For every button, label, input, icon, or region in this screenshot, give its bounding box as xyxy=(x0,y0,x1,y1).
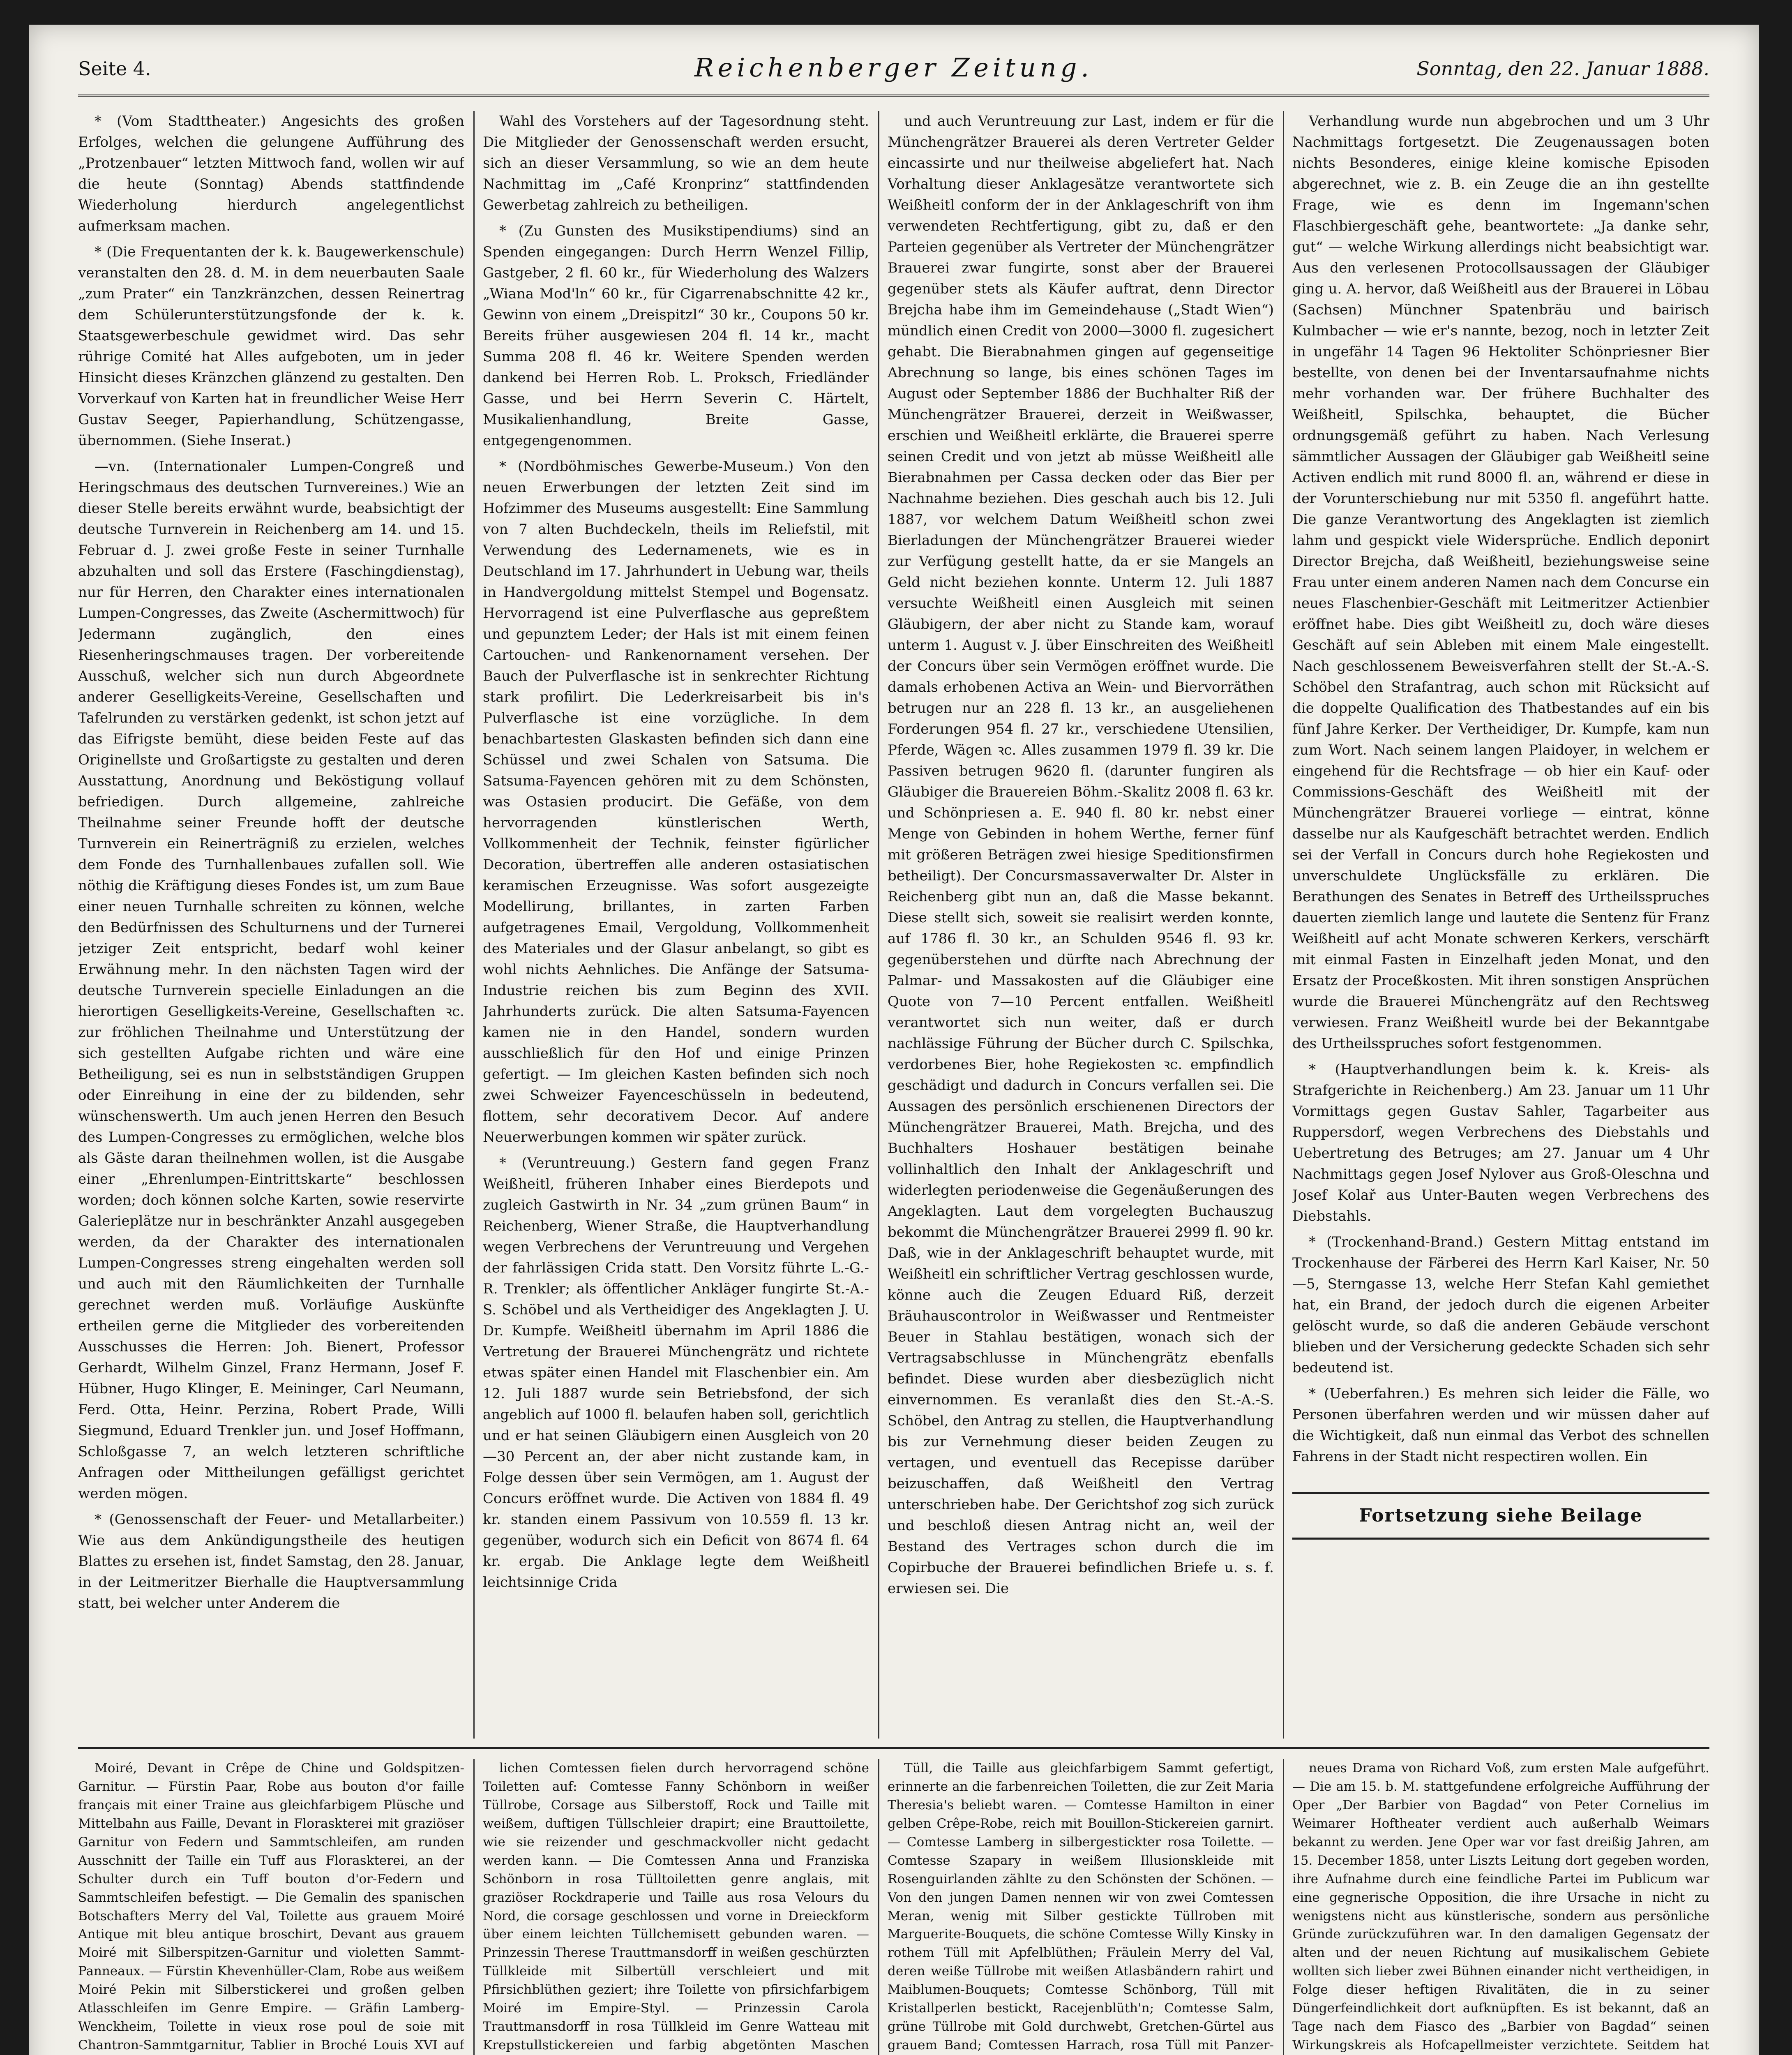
column-rule xyxy=(1283,1759,1284,2055)
article-ball-toilettes: Moiré, Devant in Crêpe de Chine und Goldspitzen-Garnitur. — Fürstin Paar, Robe aus bouton d'or faille français mit einer Traine aus gleichfarbigem Plüsche und Mittelbahn aus Faille, Devant in Floraskterei mit graziöser Garnitur von Federn und Sammtschleifen, am runden Ausschnitt der Taille ein Tuff aus Floraskterei, an der Schulter durch ein Tuff bouton d'or-Federn und Sammtschleifen befestigt. — Die Gemalin des spanischen Botschafters Merry del Val, Toilette aus grauem Moiré Antique mit bleu antique broschirt, Devant aus grauem Moiré mit Silberspitzen-Garnitur und violetten Sammt-Panneaux. — Fürstin Khevenhüller-Clam, Robe aus weißem Moiré Pekin mit Silberstickerei und großen gelben Atlasschleifen im Genre Empire. — Gräfin Lamberg-Wenckheim, Toilette in vieux rose poul de soie mit Chantron-Sammtgarnitur, Tablier in Broché Louis XVI auf xyxy=(78,1761,464,2053)
column-2 xyxy=(483,111,869,1739)
article-theater-cont: neues Drama von Richard Voß, zum ersten Male aufgeführt. — Die am 15. b. M. stattgefundene erfolgreiche Aufführung der Oper „Der Barbier von Bagdad“ von Peter Cornelius im Weimarer Hoftheater verdient auch außerhalb Weimars bekannt zu werden. Jene Oper war vor fast dreißig Jahren, am 15. December 1858, unter Liszts Leitung dort gegeben worden, ihre Aufnahme durch eine feindliche Partei im Publicum war eine gegnerische Opposition, die ihre Ursache in nicht zu wenigstens nicht aus künstlerische, sondern aus persönliche Gründe zurückzuführen war. In den damaligen Gegensatz der alten und der neuen Richtung auf musikalischem Gebiete wollten sich lieber zwei Bühnen einander nicht vertheidigen, in Folge dieser heftigen Rivalitäten, die in zu seiner Düngerfeindlichkeit dort aufknüpften. Es ist bekannt, daß an Tage nach dem Fiasco des „Barbier von Bagdad“ seinen Wirkungskreis als Hofcapellmeister verzichtete. Seitdem hat xyxy=(1292,1761,1709,2053)
article-gewerbe-museum: * (Nordböhmisches Gewerbe-Museum.) Von den neuen Erwerbungen der letzten Zeit sind im Hofzimmer des Museums ausgestellt: Eine Sammlung von 7 alten Buchdeckeln, theils im Reliefstil, mit Verwendung des Ledernamenets, wie es in Deutschland im 17. Jahrhundert in Uebung war, theils in Handvergoldung mittelst Stempel und Bogensatz. Hervorragend ist eine Pulverflasche aus gepreßtem und gepunztem Leder; der Hals ist mit einem feinen Cartouchen- und Rankenornament versehen. Der Bauch der Pulverflasche ist in senkrechter Richtung stark profilirt. Die Lederkreisarbeit bis in's Pulverflasche ist eine vorzügliche. In dem benachbartesten Glaskasten befinden sich dann eine Schüssel und zwei Schalen von Satsuma. Die Satsuma-Fayencen gehören mit zu dem Schönsten, was Ostasien producirt. Die Gefäße, von dem hervorragenden künstlerischen Werth, Vollkommenheit der Technik, feinster figürlicher Decoration, übertreffen alle anderen ostasiatischen keramischen Erzeugnisse. Was sofort ausgezeigte Modellirung, brillantes, in zarten Farben aufgetragenes Email, Vergoldung, Vollkommenheit des Materiales und der Glasur anbelangt, so gibt es wohl nichts Aehnliches. Die Anfänge der Satsuma-Industrie reichen bis zum Beginn des XVII. Jahrhunderts zurück. Die alten Satsuma-Fayencen kamen nie in den Handel, sondern wurden ausschließlich für den Hof und einige Prinzen gefertigt. — Im gleichen Kasten befinden sich noch zwei Schweizer Fayenceschüsseln in bedeutend, flottem, sehr decorativem Decor. Auf andere Neuerwerbungen kommen wir später zurück. xyxy=(483,458,869,1145)
newspaper-title: Reichenberger Zeitung. xyxy=(694,53,1093,83)
bottom-column-4 xyxy=(1292,1759,1709,2055)
issue-date: Sonntag, den 22. Januar 1888. xyxy=(1416,58,1709,80)
column-rule xyxy=(1283,111,1284,1739)
article-ueberfahren: * (Ueberfahren.) Es mehren sich leider die Fälle, wo Personen überfahren werden und wir müssen daher auf die Wichtigkeit, daß nun einmal das Verbot des schnellen Fahrens in der Stadt nicht respectiren wollen. Ein xyxy=(1292,1385,1709,1465)
article-hauptverhandlungen: * (Hauptverhandlungen beim k. k. Kreis- als Strafgerichte in Reichenberg.) Am 23. Januar um 11 Uhr Vormittags gegen Gustav Sahler, Tagarbeiter aus Ruppersdorf, wegen Verbrechens des Diebstahls und Uebertretung des Betruges; am 27. Januar um 4 Uhr Nachmittags gegen Josef Nylover aus Groß-Oleschna und Josef Kolař aus Unter-Bauten wegen Verbrechens des Diebstahls. xyxy=(1292,1061,1709,1224)
column-rule xyxy=(878,1759,879,2055)
article-comtessen: lichen Comtessen fielen durch hervorragend schöne Toiletten auf: Comtesse Fanny Schönborn in weißer Tüllrobe, Corsage aus Silberstoff, Rock und Taille mit weißem, duftigen Tüllschleier drapirt; eine Brauttoilette, wie sie reizender und geschmackvoller nicht gedacht werden kann. — Die Comtessen Anna und Franziska Schönborn in rosa Tülltoiletten genre anglais, mit graziöser Rockdraperie und Taille aus rosa Velours du Nord, die corsage geschlossen und vorne in Dreieckform über einem leichten Tüllchemisett gebunden waren. — Prinzessin Therese Trauttmansdorff in weißen geschürzten Tüllkleide mit Silbertüll verschleiert und mit Pfirsichblüthen geziert; ihre Toilette von pfirsichfarbigem Moiré im Empire-Styl. — Prinzessin Carola Trauttmansdorff in rosa Tüllkleid im Genre Watteau mit Krepstullstickereien und farbig abgetönten Maschen xyxy=(483,1761,869,2053)
continued-note: Fortsetzung siehe Beilage xyxy=(1292,1492,1709,1540)
column-1 xyxy=(78,111,464,1739)
top-columns xyxy=(78,111,1709,1739)
article-verhandlung: Verhandlung wurde nun abgebrochen und um 3 Uhr Nachmittags fortgesetzt. Die Zeugenaussagen boten nichts Besonderes, einige kleine komische Episoden abgerechnet, wie z. B. ein Zeuge die an ihn gestellte Frage, wie es denn im Ingemann'schen Flaschbiergeschäft gehe, beantwortete: „Ja danke sehr, gut“ — welche Wirkung allerdings nicht beabsichtigt war. Aus den verlesenen Protocollsaussagen der Gläubiger ging u. A. hervor, daß Weißheitl aus der Brauerei in Löbau (Sachsen) Münchner Spatenbräu und bairisch Kulmbacher — wie er's nannte, bezog, noch in letzter Zeit in ungefähr 14 Tagen 96 Hektoliter Schönpriesner Bier bestellte, von denen bei der Inventarsaufnahme nichts mehr vorhanden war. Der frühere Buchhalter des Weißheitl, Spilschka, behauptet, die Bücher ordnungsgemäß geführt zu haben. Nach Verlesung sämmtlicher Aussagen der Gläubiger gab Weißheitl seine Activen endlich mit rund 8000 fl. an, während er diese in der Vorunterschiebung nur mit 5350 fl. angeführt hatte. Die ganze Verantwortung des Angeklagten ist ziemlich lahm und gespickt viele Widersprüche. Endlich deponirt Director Brejcha, daß Weißheitl, beziehungsweise seine Frau unter einem anderen Namen nach dem Concurse ein neues Flaschenbier-Geschäft mit Leitmeritzer Actienbier eröffnet habe. Dies gibt Weißheitl zu, doch wäre dieses Geschäft auf sein Ableben mit einem Male eingestellt. Nach geschlossenem Beweisverfahren stellt der St.-A.-S. Schöbel den Strafantrag, auch schon mit Rücksicht auf die doppelte Qualification des Thatbestandes auf ein bis fünf Jahre Kerker. Der Vertheidiger, Dr. Kumpfe, kam nun zum Wort. Nach seinem langen Plaidoyer, in welchem er eingehend für die Rechtsfrage — ob hier ein Kauf- oder Commissions-Geschäft des Weißheitl mit der Münchengrätzer Brauerei vorliege — eintrat, könne dasselbe nur als Kaufgeschäft betrachtet werden. Endlich sei der Verfall in Concurs durch hohe Regiekosten und unverschuldete Unglücksfälle zu erklären. Die Berathungen des Senates in Betreff des Urtheilsspruches dauerten ziemlich lange und lautete die Sentenz für Franz Weißheitl auf acht Monate schweren Kerkers, verschärft mit einmal Fasten in Einzelhaft jeden Monat, und den Ersatz der Proceßkosten. Mit ihren sonstigen Ansprüchen wurde die Brauerei Münchengrätz auf den Rechtsweg verwiesen. Franz Weißheitl wurde bei der Bekanntgabe des Urtheilsspruches sofort festgenommen. xyxy=(1292,113,1709,1052)
newspaper-page xyxy=(29,25,1759,2055)
column-4 xyxy=(1292,111,1709,1739)
masthead xyxy=(78,45,1709,97)
article-musikstipendium: * (Zu Gunsten des Musikstipendiums) sind an Spenden eingegangen: Durch Herrn Wenzel Fillip, Gastgeber, 2 fl. 60 kr., für Wiederholung des Walzers „Wiana Mod'ln“ 60 kr., für Cigarrenabschnitte 42 kr., Gewinn von einem „Dreispitzl“ 30 kr., Coupons 50 kr. Bereits früher ausgewiesen 204 fl. 14 kr., macht Summa 208 fl. 46 kr. Weitere Spenden werden dankend bei Herren Rob. L. Proksch, Friedländer Gasse, und bei Herrn Severin C. Härtelt, Musikalienhandlung, Breite Gasse, entgegengenommen. xyxy=(483,223,869,449)
article-stadttheater: * (Vom Stadttheater.) Angesichts des großen Erfolges, welchen die gelungene Aufführung des „Protzenbauer“ letzten Mittwoch fand, wollen wir auf die heute (Sonntag) Abends stattfindende Wiederholung hierdurch angelegentlichst aufmerksam machen. xyxy=(78,113,464,234)
article-continued: Wahl des Vorstehers auf der Tagesordnung steht. Die Mitglieder der Genossenschaft werden ersucht, sich an dieser Versammlung, so wie an dem heute Nachmittag im „Café Kronprinz“ stattfindenden Gewerbetag zahlreich zu betheiligen. xyxy=(483,113,869,213)
article-brand: * (Trockenhand-Brand.) Gestern Mittag entstand im Trockenhause der Färberei des Herrn Karl Kaiser, Nr. 50—5, Sterngasse 13, welche Herr Stefan Kahl gemiethet hat, ein Brand, der jedoch durch die eigenen Arbeiter gelöscht wurde, so daß die anderen Gebäude verschont blieben und der Versicherung gedeckte Schaden sich sehr bedeutend ist. xyxy=(1292,1234,1709,1376)
page-number: Seite 4. xyxy=(78,58,151,80)
article-baugewerkenschule: * (Die Frequentanten der k. k. Baugewerkenschule) veranstalten den 28. d. M. in dem neuerbauten Saale „zum Prater“ ein Tanzkränzchen, dessen Reinertrag dem Schülerunterstützungsfonde der k. k. Staatsgewerbeschule gewidmet wird. Das sehr rührige Comité hat Alles aufgeboten, um in jeder Hinsicht dieses Kränzchen glänzend zu gestalten. Den Vorverkauf von Karten hat in freundlicher Weise Herr Gustav Seeger, Papierhandlung, Schützengasse, übernommen. (Siehe Inserat.) xyxy=(78,244,464,449)
column-rule xyxy=(473,1759,475,2055)
article-lumpen-congress: —vn. (Internationaler Lumpen-Congreß und Heringschmaus des deutschen Turnvereines.) Wie an dieser Stelle bereits erwähnt wurde, beabsichtigt der deutsche Turnverein in Reichenberg am 14. und 15. Februar d. J. zwei große Feste in seiner Turnhalle abzuhalten und soll das Erstere (Faschingdienstag), nur für Herren, den Charakter eines internationalen Lumpen-Congresses, das Zweite (Aschermittwoch) für Jedermann zugänglich, den eines Riesenheringschmauses tragen. Der vorbereitende Ausschuß, welcher sich nun durch Abgeordnete anderer Geselligkeits-Vereine, Gesellschaften und Tafelrunden zu verstärken gedenkt, ist schon jetzt auf das Eifrigste bemüht, diese beiden Feste auf das Originellste und Großartigste zu gestalten und deren Ausstattung, Anordnung und Beköstigung vollauf befriedigen. Durch allgemeine, zahlreiche Theilnahme seiner Freunde hofft der deutsche Turnverein ein Reinerträgniß zu erzielen, welches dem Fonde des Turnhallenbaues zufallen soll. Wie nöthig die Kräftigung dieses Fondes ist, um zum Baue einer neuen Turnhalle schreiten zu können, welche den Bedürfnissen des Schulturnens und der Turnerei jetziger Zeit entspricht, bedarf wohl keiner Erwähnung mehr. In den nächsten Tagen wird der deutsche Turnverein specielle Einladungen an die hierortigen Geselligkeits-Vereine, Gesellschaften ꝛc. zur fröhlichen Theilnahme und Unterstützung der sich gestellten Aufgabe richten und wäre eine Betheiligung, sei es nun in selbstständigen Gruppen oder Einreihung in eine der zu bildenden, sehr wünschenswerth. Um auch jenen Herren den Besuch des Lumpen-Congresses zu ermöglichen, welche blos als Gäste daran theilnehmen wollen, ist die Ausgabe einer „Ehrenlumpen-Eintrittskarte“ beschlossen worden; doch können solche Karten, sowie reservirte Galerieplätze nur in beschränkter Anzahl ausgegeben werden, da der Charakter des internationalen Lumpen-Congresses streng eingehalten werden soll und auch mit den Räumlichkeiten der Turnhalle gerechnet werden muß. Vorläufige Auskünfte ertheilen gerne die Mitglieder des vorbereitenden Ausschusses die Herren: Joh. Bienert, Professor Gerhardt, Wilhelm Ginzel, Franz Hermann, Josef F. Hübner, Hugo Klinger, E. Meininger, Carl Neumann, Ferd. Otta, Heinr. Perzina, Robert Prade, Willi Siegmund, Eduard Trenkler jun. und Josef Hoffmann, Schloßgasse 7, an welch letzteren schriftliche Anfragen oder Mittheilungen gefälligst gerichtet werden mögen. xyxy=(78,458,464,1502)
section-divider xyxy=(78,1747,1709,1749)
bottom-column-1 xyxy=(78,1759,464,2055)
bottom-columns xyxy=(78,1759,1709,2055)
article-genossenschaft: * (Genossenschaft der Feuer- und Metallarbeiter.) Wie aus dem Ankündigungstheile des heutigen Blattes zu ersehen ist, findet Samstag, den 28. Januar, in der Leitmeritzer Bierhalle die Hauptversammlung statt, bei welcher unter Anderem die xyxy=(78,1511,464,1612)
bottom-column-2 xyxy=(483,1759,869,2055)
bottom-column-3 xyxy=(888,1759,1274,2055)
column-rule xyxy=(473,111,475,1739)
article-toilettes-cont: Tüll, die Taille aus gleichfarbigem Sammt gefertigt, erinnerte an die farbenreichen Toiletten, die zur Zeit Maria Theresia's beliebt waren. — Comtesse Hamilton in einer gelben Crêpe-Robe, reich mit Bouillon-Stickereien garnirt. — Comtesse Lamberg in silbergestickter rosa Toilette. — Comtesse Szapary in weißem Illusionskleide mit Rosenguirlanden zählte zu den Schönsten der Schönen. — Von den jungen Damen nennen wir von zwei Comtessen Meran, wenig mit Silber gestickte Tüllroben mit Marguerite-Bouquets, die schöne Comtesse Willy Kinsky in rothem Tüll mit Apfelblüthen; Fräulein Merry del Val, deren weiße Tüllrobe mit weißen Atlasbändern rahirt und Maiblumen-Bouquets; Comtesse Schönborg, Tüll mit Kristallperlen bestickt, Racejenblüth'n; Comtesse Salm, grüne Tüllrobe mit Gold durchwebt, Gretchen-Gürtel aus grauem Band; Comtessen Harrach, rosa Tüll mit Panzer- xyxy=(888,1761,1274,2053)
article-veruntreuung-cont: und auch Veruntreuung zur Last, indem er für die Münchengrätzer Brauerei als deren Vertreter Gelder eincassirte und nur theilweise abgeliefert hat. Nach Vorhaltung dieser Anklagesätze verantwortete sich Weißheitl conform der in der Anklageschrift von ihm verwendeten Rechtfertigung, gibt zu, daß er den Parteien gegenüber als Vertreter der Münchengrätzer Brauerei zwar fungirte, sonst aber der Brauerei gegenüber stets als Käufer auftrat, denn Director Brejcha habe ihm im Gemeindehause („Stadt Wien“) mündlich einen Credit von 2000—3000 fl. zugesichert gehabt. Die Bierabnahmen gingen auf gegenseitige Abrechnung so lange, bis eines schönen Tages im August oder September 1886 der Buchhalter Riß der Münchengrätzer Brauerei, derzeit in Weißwasser, erschien und Weißheitl erklärte, die Brauerei sperre seinen Credit und von jetzt ab müsse Weißheitl alle Bierabnahmen per Cassa decken oder das Bier per Nachnahme beziehen. Dies geschah auch bis 12. Juli 1887, vor welchem Datum Weißheitl schon zwei Bierladungen der Münchengrätzer Brauerei wieder zur Verfügung gestellt hatte, da er sie Mangels an Geld nicht beziehen konnte. Unterm 12. Juli 1887 versuchte Weißheitl einen Ausgleich mit seinen Gläubigern, der aber nicht zu Stande kam, worauf unterm 1. August v. J. über Einschreiten des Weißheitl der Concurs über sein Vermögen eröffnet wurde. Die damals erhobenen Activa an Wein- und Biervorräthen betrugen nur an 228 fl. 13 kr., an ausgeliehenen Forderungen 954 fl. 27 kr., verschiedene Utensilien, Pferde, Wägen ꝛc. Alles zusammen 1979 fl. 39 kr. Die Passiven betrugen 9620 fl. (darunter fungiren als Gläubiger die Brauereien Böhm.-Skalitz 2008 fl. 63 kr. und Schönpriesen a. E. 940 fl. 80 kr. nebst einer Menge von Gebinden in hohem Werthe, ferner fünf mit größeren Beträgen zwei hiesige Speditionsfirmen betheiligt). Der Concursmassaverwalter Dr. Alster in Reichenberg gibt nun an, daß die Masse bekannt. Diese stellt sich, soweit sie realisirt werden konnte, auf 1786 fl. 30 kr., an Schulden 9546 fl. 93 kr. gegenüberstehen und dürfte nach Abrechnung der Palmar- und Massakosten auf die Gläubiger eine Quote von 7—10 Percent entfallen. Weißheitl verantwortet sich nun weiter, daß er durch nachlässige Führung der Bücher durch C. Spilschka, verdorbenes Bier, hohe Regiekosten ꝛc. empfindlich geschädigt und dadurch in Concurs verfallen sei. Die Aussagen des persönlich erschienenen Directors der Münchengrätzer Brauerei, Math. Brejcha, und des Buchhalters Hoshauer bestätigen beinahe vollinhaltlich den Inhalt der Anklageschrift und widerlegten periodenweise die Gegenäußerungen des Angeklagten. Laut dem vorgelegten Buchauszug bekommt die Münchengrätzer Brauerei 2999 fl. 90 kr. Daß, wie in der Anklageschrift behauptet wurde, mit Weißheitl ein schriftlicher Vertrag geschlossen wurde, könne auch die Zeugen Eduard Riß, derzeit Bräuhauscontrolor in Weißwasser und Rentmeister Beuer in Stahlau bestätigen, wonach sich der Vertragsabschlusse in Münchengrätz ebenfalls befindet. Diese wurden aber diesbezüglich nicht einvernommen. Es veranlaßt dies den St.-A.-S. Schöbel, den Antrag zu stellen, die Hauptverhandlung bis zur Vernehmung dieser beiden Zeugen zu vertagen, und eventuell das Recepisse darüber beizuschaffen, daß Weißheitl den Vertrag unterschrieben habe. Der Gerichtshof zog sich zurück und beschloß diesen Antrag nicht an, weil der Bestand des Vertrages schon durch die im Copirbuche der Brauerei befindlichen Briefe u. s. f. erwiesen sei. Die xyxy=(888,113,1274,1597)
column-rule xyxy=(878,111,879,1739)
column-3 xyxy=(888,111,1274,1739)
article-veruntreuung: * (Veruntreuung.) Gestern fand gegen Franz Weißheitl, früheren Inhaber eines Bierdepots und zugleich Gastwirth in Nr. 34 „zum grünen Baum“ in Reichenberg, Wiener Straße, die Hauptverhandlung wegen Verbrechens der Veruntreuung und Vergehen der fahrlässigen Crida statt. Den Vorsitz führte L.-G.-R. Trenkler; als öffentlicher Ankläger fungirte St.-A.-S. Schöbel und als Vertheidiger des Angeklagten J. U. Dr. Kumpfe. Weißheitl übernahm im April 1886 die Vertretung der Brauerei Münchengrätz und richtete etwas später einen Handel mit Flaschenbier ein. Am 12. Juli 1887 wurde sein Betriebsfond, der sich angeblich auf 1000 fl. belaufen haben soll, gerichtlich und er hat seinen Gläubigern einen Ausgleich von 20—30 Percent an, der aber nicht zustande kam, in Folge dessen über sein Vermögen, am 1. August der Concurs eröffnet wurde. Die Activen von 1884 fl. 49 kr. standen einem Passivum von 10.559 fl. 13 kr. gegenüber, wodurch sich ein Deficit von 8674 fl. 64 kr. ergab. Die Anklage legte dem Weißheitl leichtsinnige Crida xyxy=(483,1155,869,1591)
